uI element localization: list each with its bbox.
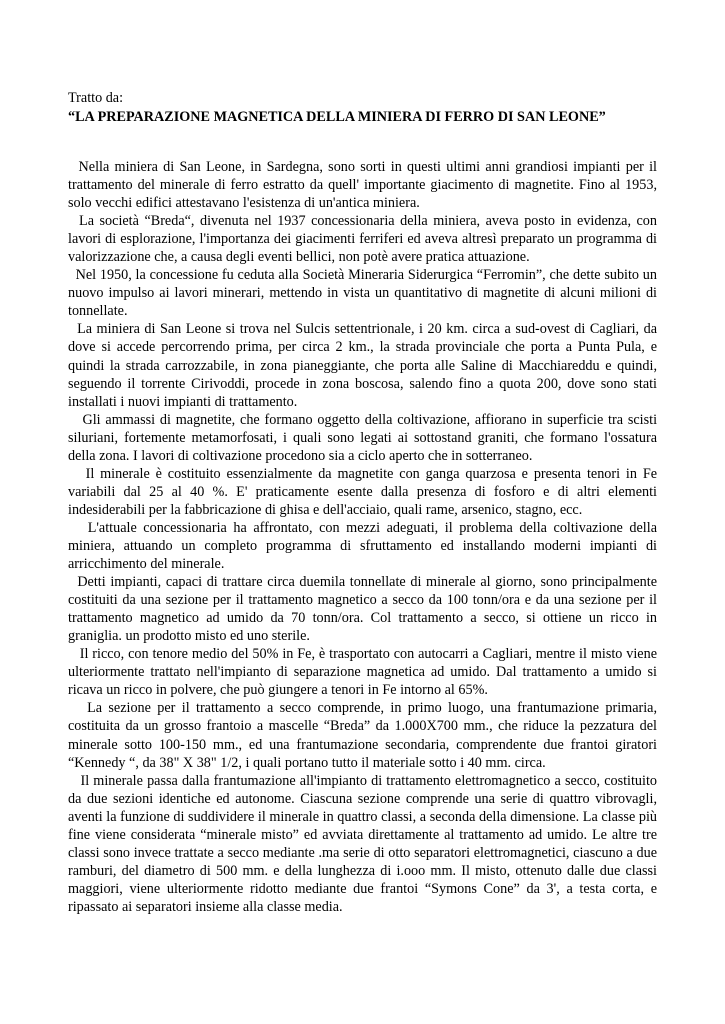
paragraph: La miniera di San Leone si trova nel Sulcis settentrionale, i 20 km. circa a sud-ovest di Cagliari, da dove si accede percorrendo prima, per circa 2 km., la strada provinciale che porta a Punta Pula, e quindi la strada carrozzabile, in zona pianeggiante, che porta alle Saline di Macchiareddu e quindi, seguendo il torrente Cirivoddi, procede in zona boscosa, salendo fino a quota 200, dove sono stati installati i nuovi impianti di trattamento. bbox=[68, 321, 661, 410]
paragraph: Nel 1950, la concessione fu ceduta alla Società Mineraria Siderurgica “Ferromin”, che dette subito un nuovo impulso ai lavori minerari, mettendo in vista un quantitativo di magnetite di alcuni milioni di tonnellate. bbox=[68, 267, 661, 320]
paragraph: Nella miniera di San Leone, in Sardegna, sono sorti in questi ultimi anni grandiosi impianti per il trattamento del minerale di ferro estratto da quell' importante giacimento di magnetite. Fino al 1953, solo vecchi edifici attestavano l'esistenza di un'antica miniera. bbox=[68, 159, 661, 212]
paragraph: Il minerale è costituito essenzialmente da magnetite con ganga quarzosa e presenta tenori in Fe variabili dal 25 al 40 %. E' praticamente esente dalla presenza di fosforo e di altri elementi indesiderabili per la fabbricazione di ghisa e dell'acciaio, quali rame, arsenico, stagno, ecc. bbox=[68, 465, 661, 518]
document-body bbox=[68, 158, 661, 916]
paragraph: L'attuale concessionaria ha affrontato, con mezzi adeguati, il problema della coltivazione della miniera, attuando un completo programma di sfruttamento ed installando moderni impianti di arricchimento del minerale. bbox=[68, 519, 661, 573]
paragraph: Gli ammassi di magnetite, che formano oggetto della coltivazione, affiorano in superficie tra scisti siluriani, fortemente metamorfosati, i quali sono legati ai sottostand graniti, che formano l'ossatura della zona. I lavori di coltivazione procedono sia a ciclo aperto che in sotterraneo. bbox=[68, 411, 661, 464]
source-label: Tratto da: bbox=[68, 90, 124, 106]
paragraph: Detti impianti, capaci di trattare circa duemila tonnellate di minerale al giorno, sono principalmente costituiti da una sezione per il trattamento magnetico a secco da 100 tonn/ora e da una sezione per il trattamento magnetico ad umido da 70 tonn/ora. Col trattamento a secco, si ottiene un ricco in graniglia. un prodotto misto ed uno sterile. bbox=[68, 574, 661, 645]
paragraph: La sezione per il trattamento a secco comprende, in primo luogo, una frantumazione primaria, costituita da un grosso frantoio a mascelle “Breda” da 1.000X700 mm., che riduce la pezzatura del minerale sotto 100-150 mm., ed una frantumazione secondaria, comprendente due frantoi giratori “Kennedy “, da 38" X 38" 1/2, i quali portano tutto il materiale sotto i 40 mm. circa. bbox=[68, 700, 661, 771]
paragraph: La società “Breda“, divenuta nel 1937 concessionaria della miniera, aveva posto in evidenza, con lavori di esplorazione, l'importanza dei giacimenti ferriferi ed aveva altresì preparato un programma di valorizzazione che, a causa degli eventi bellici, non potè avere pratica attuazione. bbox=[68, 213, 661, 266]
document-header bbox=[68, 89, 668, 126]
paragraph: Il minerale passa dalla frantumazione all'impianto di trattamento elettromagnetico a secco, costituito da due sezioni identiche ed autonome. Ciascuna sezione comprende una serie di quattro vibrovagli, aventi la funzione di suddividere il minerale in quattro classi, a seconda della dimensione. La classe più fine viene considerata “minerale misto” ed avviata direttamente al trattamento ad umido. Le altre tre classi sono invece trattate a secco mediante .ma serie di otto separatori elettromagnetici, ciascuno a due ramburi, del diametro di 500 mm. e della lunghezza di i.ooo mm. Il misto, ottenuto dalle due classi maggiori, viene ulteriormente ridotto mediante due frantoi “Symons Cone” da 3', a testa corta, e ripassato ai separatori insieme alla classe media. bbox=[68, 772, 661, 915]
document-title: “LA PREPARAZIONE MAGNETICA DELLA MINIERA DI FERRO DI SAN LEONE” bbox=[68, 108, 606, 125]
paragraph: Il ricco, con tenore medio del 50% in Fe, è trasportato con autocarri a Cagliari, mentre il misto viene ulteriormente trattato nell'impianto di separazione magnetica ad umido. Dal trattamento a umido si ricava un ricco in polvere, che può giungere a tenori in Fe intorno al 65%. bbox=[68, 646, 661, 699]
